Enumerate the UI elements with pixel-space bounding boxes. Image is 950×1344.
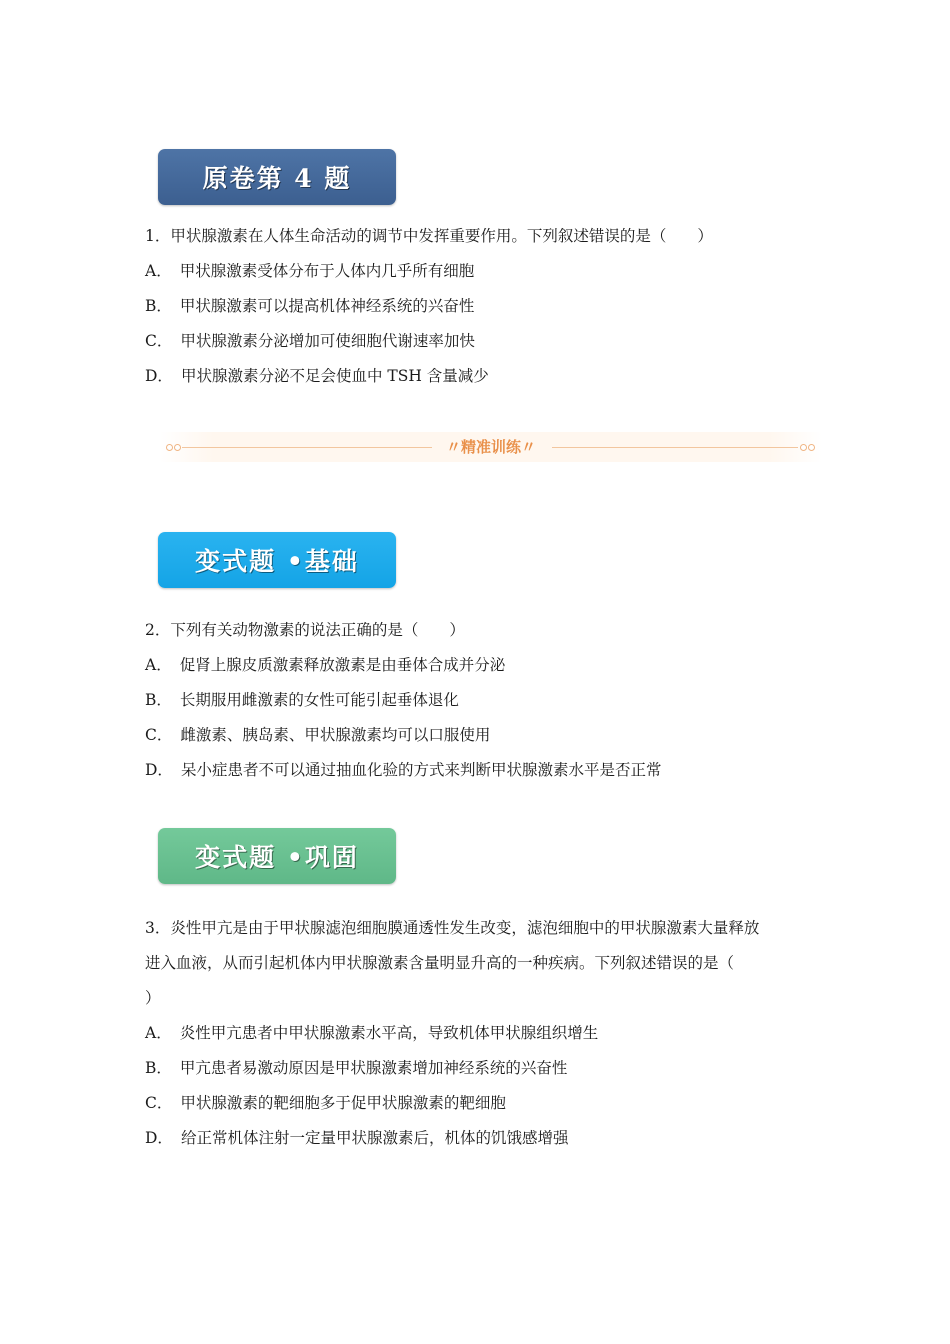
option-d [145,753,815,788]
question-stem [145,219,815,254]
divider-mark-left: 〃 [445,438,461,456]
option-text: 甲状腺激素的靶细胞多于促甲状腺激素的靶细胞 [180,1094,506,1112]
option-text: 甲状腺激素分泌增加可使细胞代谢速率加快 [180,332,475,350]
option-label: B． [145,691,172,709]
question-number: 1． [145,227,171,245]
question-stem [145,613,815,648]
option-label: A． [145,262,172,280]
option-d [145,359,815,394]
divider-label-text: 精准训练 [460,438,521,456]
option-text: 甲状腺激素可以提高机体神经系统的兴奋性 [179,297,475,315]
option-b [145,1051,815,1086]
section-badge-basic [158,532,396,588]
question-number: 3． [145,919,171,937]
question-1 [145,219,815,394]
divider-dot-left-2 [174,444,181,451]
option-c [145,1086,815,1121]
option-text: 雌激素、胰岛素、甲状腺激素均可以口服使用 [180,726,491,744]
section-divider [160,432,822,462]
divider-mark-right: 〃 [521,438,537,456]
option-label: D． [145,1129,173,1147]
option-label: D． [145,761,173,779]
option-label: A． [145,1024,172,1042]
section-badge-original-label: 原卷第 4 题 [202,164,352,193]
question-text-line-2: 进入血液，从而引起机体内甲状腺激素含量明显升高的一种疾病。下列叙述错误的是（ [145,954,735,972]
question-stem [145,911,815,946]
option-a [145,648,815,683]
option-label: C． [145,332,173,350]
option-d [145,1121,815,1156]
option-text: 甲状腺激素受体分布于人体内几乎所有细胞 [179,262,475,280]
option-text: 甲亢患者易激动原因是甲状腺激素增加神经系统的兴奋性 [179,1059,568,1077]
divider-dot-left [166,444,173,451]
question-text-line-3: ） [145,989,161,1007]
option-label: A． [145,656,172,674]
question-number: 2． [145,621,171,639]
divider-label [440,436,542,457]
question-3 [145,911,815,1156]
section-badge-consolidate-label: 变式题 •巩固 [195,843,359,872]
option-label: B． [145,297,172,315]
option-c [145,718,815,753]
question-stem-continued [145,946,815,981]
section-badge-consolidate [158,828,396,884]
option-a [145,254,815,289]
option-label: D． [145,367,173,385]
option-b [145,683,815,718]
question-text-line-1: 炎性甲亢是由于甲状腺滤泡细胞膜通透性发生改变，滤泡细胞中的甲状腺激素大量释放 [170,919,760,937]
question-stem-end [145,981,815,1016]
option-text: 促肾上腺皮质激素释放激素是由垂体合成并分泌 [179,656,506,674]
divider-line-right [552,447,798,448]
question-2 [145,613,815,788]
section-badge-basic-label: 变式题 •基础 [195,547,359,576]
option-text: 给正常机体注射一定量甲状腺激素后，机体的饥饿感增强 [180,1129,569,1147]
option-text: 甲状腺激素分泌不足会使血中 TSH 含量减少 [180,367,489,385]
option-text: 呆小症患者不可以通过抽血化验的方式来判断甲状腺激素水平是否正常 [180,761,662,779]
option-c [145,324,815,359]
option-label: B． [145,1059,172,1077]
divider-dot-right [800,444,807,451]
option-b [145,289,815,324]
question-text: 甲状腺激素在人体生命活动的调节中发挥重要作用。下列叙述错误的是（ ） [170,227,713,245]
option-text: 长期服用雌激素的女性可能引起垂体退化 [179,691,459,709]
question-text: 下列有关动物激素的说法正确的是（ ） [170,621,465,639]
option-a [145,1016,815,1051]
divider-dot-right-2 [808,444,815,451]
option-text: 炎性甲亢患者中甲状腺激素水平高，导致机体甲状腺组织增生 [179,1024,599,1042]
option-label: C． [145,1094,173,1112]
option-label: C． [145,726,173,744]
section-badge-original [158,149,396,205]
divider-line-left [182,447,432,448]
